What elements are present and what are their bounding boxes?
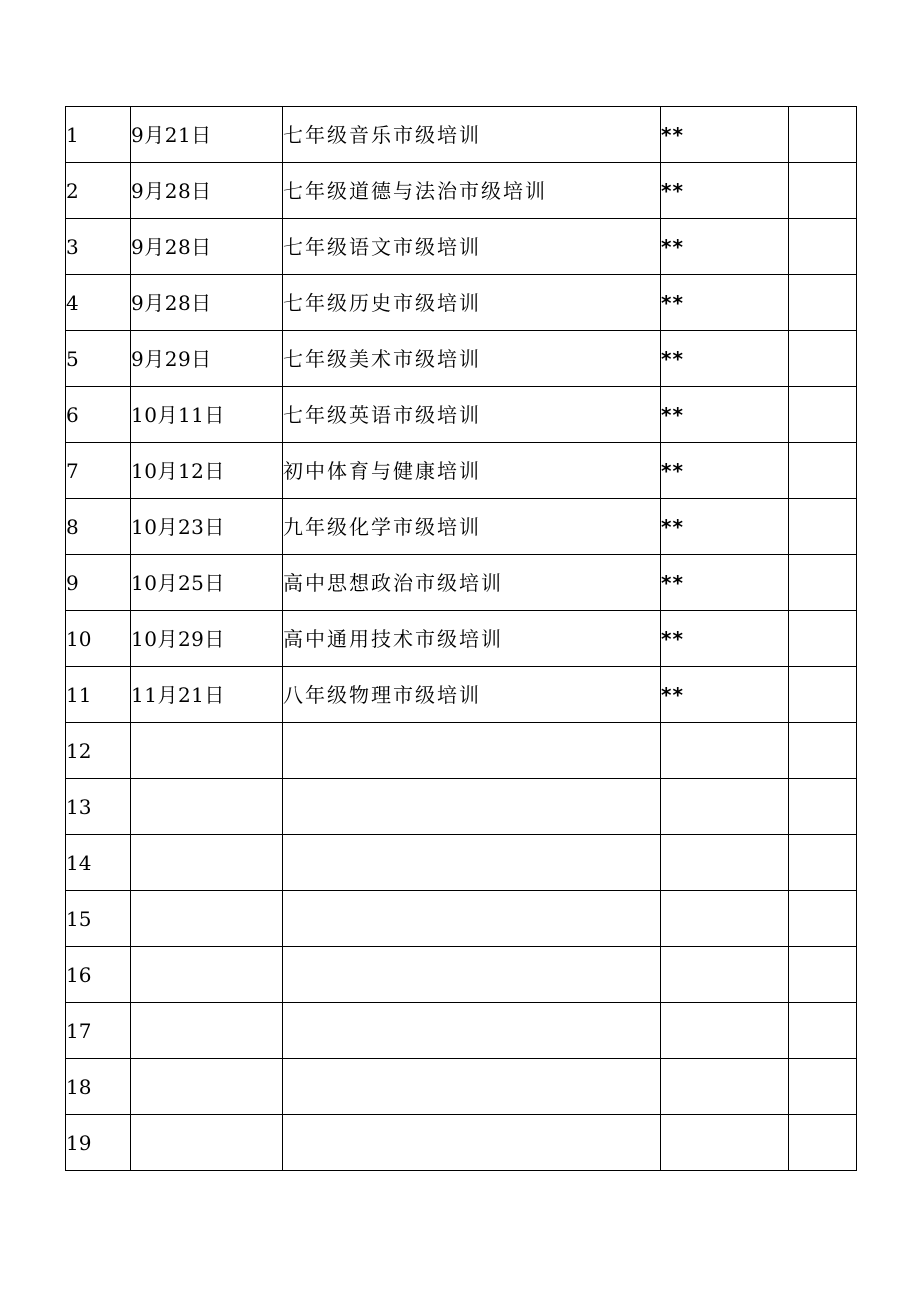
empty-cell <box>789 723 857 779</box>
date-cell: 10月12日 <box>131 443 283 499</box>
mark-cell: ** <box>661 667 789 723</box>
row-number-cell: 8 <box>66 499 131 555</box>
row-number-cell: 14 <box>66 835 131 891</box>
row-number-cell: 16 <box>66 947 131 1003</box>
table-row <box>66 163 857 219</box>
date-cell: 10月25日 <box>131 555 283 611</box>
training-schedule-table <box>65 106 857 1171</box>
empty-cell <box>789 219 857 275</box>
table-row <box>66 1059 857 1115</box>
training-title-cell: 七年级语文市级培训 <box>283 219 661 275</box>
training-title-cell <box>283 1115 661 1171</box>
training-title-cell <box>283 947 661 1003</box>
training-title-cell: 七年级音乐市级培训 <box>283 107 661 163</box>
table-row <box>66 555 857 611</box>
date-cell <box>131 1059 283 1115</box>
table-row <box>66 611 857 667</box>
empty-cell <box>789 331 857 387</box>
date-cell <box>131 1003 283 1059</box>
mark-cell: ** <box>661 107 789 163</box>
training-title-cell: 九年级化学市级培训 <box>283 499 661 555</box>
date-cell: 9月29日 <box>131 331 283 387</box>
table-row <box>66 947 857 1003</box>
table-row <box>66 443 857 499</box>
table-row <box>66 835 857 891</box>
date-cell: 9月28日 <box>131 275 283 331</box>
mark-cell: ** <box>661 219 789 275</box>
mark-cell <box>661 947 789 1003</box>
empty-cell <box>789 835 857 891</box>
row-number-cell: 10 <box>66 611 131 667</box>
empty-cell <box>789 163 857 219</box>
mark-cell <box>661 1003 789 1059</box>
training-title-cell: 七年级英语市级培训 <box>283 387 661 443</box>
table-row <box>66 723 857 779</box>
empty-cell <box>789 107 857 163</box>
mark-cell: ** <box>661 611 789 667</box>
empty-cell <box>789 275 857 331</box>
training-title-cell <box>283 1003 661 1059</box>
mark-cell <box>661 835 789 891</box>
date-cell <box>131 891 283 947</box>
date-cell: 9月28日 <box>131 163 283 219</box>
mark-cell: ** <box>661 387 789 443</box>
training-title-cell: 高中通用技术市级培训 <box>283 611 661 667</box>
training-title-cell: 七年级美术市级培训 <box>283 331 661 387</box>
training-title-cell: 八年级物理市级培训 <box>283 667 661 723</box>
row-number-cell: 7 <box>66 443 131 499</box>
date-cell <box>131 779 283 835</box>
table-row <box>66 331 857 387</box>
table-row <box>66 891 857 947</box>
training-title-cell: 七年级历史市级培训 <box>283 275 661 331</box>
empty-cell <box>789 1003 857 1059</box>
mark-cell <box>661 1059 789 1115</box>
empty-cell <box>789 555 857 611</box>
mark-cell <box>661 779 789 835</box>
table-row <box>66 107 857 163</box>
table-row <box>66 219 857 275</box>
table-row <box>66 275 857 331</box>
training-title-cell: 七年级道德与法治市级培训 <box>283 163 661 219</box>
mark-cell: ** <box>661 163 789 219</box>
empty-cell <box>789 891 857 947</box>
mark-cell: ** <box>661 275 789 331</box>
training-title-cell <box>283 835 661 891</box>
mark-cell <box>661 723 789 779</box>
table-body <box>66 107 857 1171</box>
training-title-cell <box>283 723 661 779</box>
date-cell: 10月11日 <box>131 387 283 443</box>
row-number-cell: 19 <box>66 1115 131 1171</box>
row-number-cell: 13 <box>66 779 131 835</box>
date-cell: 10月29日 <box>131 611 283 667</box>
date-cell: 9月28日 <box>131 219 283 275</box>
empty-cell <box>789 1059 857 1115</box>
table-row <box>66 1115 857 1171</box>
date-cell: 11月21日 <box>131 667 283 723</box>
date-cell: 10月23日 <box>131 499 283 555</box>
row-number-cell: 17 <box>66 1003 131 1059</box>
empty-cell <box>789 387 857 443</box>
training-title-cell: 高中思想政治市级培训 <box>283 555 661 611</box>
date-cell <box>131 947 283 1003</box>
mark-cell: ** <box>661 499 789 555</box>
row-number-cell: 18 <box>66 1059 131 1115</box>
row-number-cell: 3 <box>66 219 131 275</box>
empty-cell <box>789 779 857 835</box>
mark-cell <box>661 891 789 947</box>
table-row <box>66 1003 857 1059</box>
date-cell <box>131 723 283 779</box>
mark-cell: ** <box>661 443 789 499</box>
table-row <box>66 779 857 835</box>
row-number-cell: 11 <box>66 667 131 723</box>
training-title-cell: 初中体育与健康培训 <box>283 443 661 499</box>
table-row <box>66 667 857 723</box>
training-title-cell <box>283 1059 661 1115</box>
mark-cell: ** <box>661 331 789 387</box>
date-cell <box>131 835 283 891</box>
empty-cell <box>789 611 857 667</box>
row-number-cell: 15 <box>66 891 131 947</box>
row-number-cell: 1 <box>66 107 131 163</box>
empty-cell <box>789 667 857 723</box>
training-title-cell <box>283 779 661 835</box>
empty-cell <box>789 443 857 499</box>
training-title-cell <box>283 891 661 947</box>
empty-cell <box>789 947 857 1003</box>
row-number-cell: 4 <box>66 275 131 331</box>
mark-cell: ** <box>661 555 789 611</box>
row-number-cell: 2 <box>66 163 131 219</box>
mark-cell <box>661 1115 789 1171</box>
row-number-cell: 5 <box>66 331 131 387</box>
date-cell <box>131 1115 283 1171</box>
table-row <box>66 499 857 555</box>
row-number-cell: 9 <box>66 555 131 611</box>
empty-cell <box>789 1115 857 1171</box>
date-cell: 9月21日 <box>131 107 283 163</box>
table-row <box>66 387 857 443</box>
empty-cell <box>789 499 857 555</box>
row-number-cell: 12 <box>66 723 131 779</box>
row-number-cell: 6 <box>66 387 131 443</box>
